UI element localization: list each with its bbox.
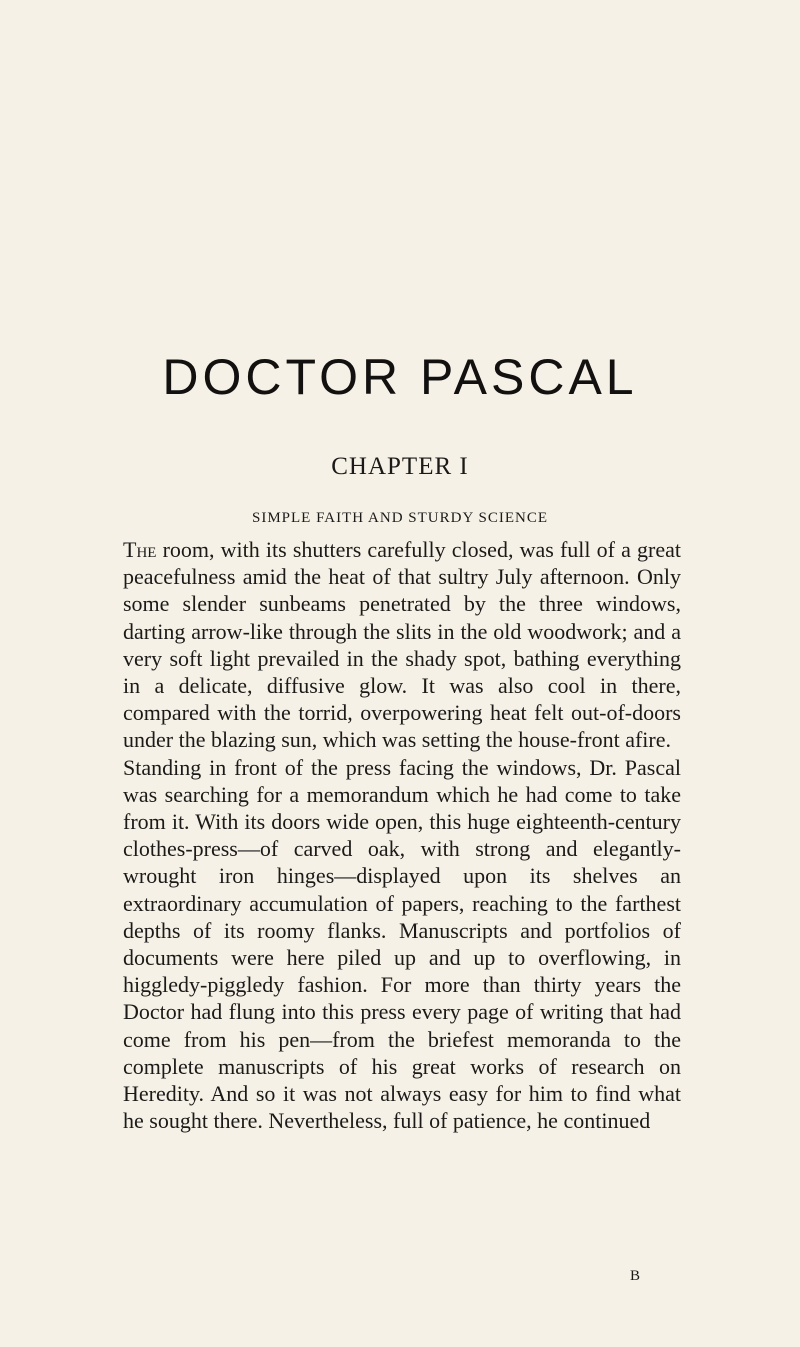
paragraph-1 bbox=[123, 536, 681, 754]
chapter-heading: CHAPTER I bbox=[331, 453, 469, 480]
paragraph-lead-word: The bbox=[123, 537, 157, 562]
body-text bbox=[123, 536, 681, 1134]
chapter-subtitle: SIMPLE FAITH AND STURDY SCIENCE bbox=[251, 510, 549, 526]
signature-mark: B bbox=[630, 1268, 641, 1284]
paragraph-1-text: room, with its shutters carefully closed, was full of a great peacefulness amid the heat of that sultry July afternoon. Only some slender sunbeams penetrated by the three windows, darting arrow-like through the slits in the old woodwork; and a very soft light prevailed in the shady spot, bathing everything in a delicate, diffusive glow. It was also cool in there, compared with the torrid, overpowering heat felt out-of-doors under the blazing sun, which was setting the house-front afire. bbox=[123, 537, 681, 753]
paragraph-2 bbox=[123, 754, 681, 1135]
book-title: DOCTOR PASCAL bbox=[162, 349, 638, 405]
paragraph-2-text: Standing in front of the press facing the windows, Dr. Pascal was searching for a memorandum which he had come to take from it. With its doors wide open, this huge eighteenth-century clothes-press—of carved oak, with strong and elegantly-wrought iron hinges—displayed upon its shelves an extraordinary accumulation of papers, reaching to the farthest depths of its roomy flanks. Manuscripts and portfolios of documents were here piled up and up to overflowing, in higgledy-piggledy fashion. For more than thirty years the Doctor had flung into this press every page of writing that had come from his pen—from the briefest memoranda to the complete manuscripts of his great works of research on Heredity. And so it was not always easy for him to find what he sought there. Nevertheless, full of patience, he continued bbox=[123, 754, 681, 1134]
